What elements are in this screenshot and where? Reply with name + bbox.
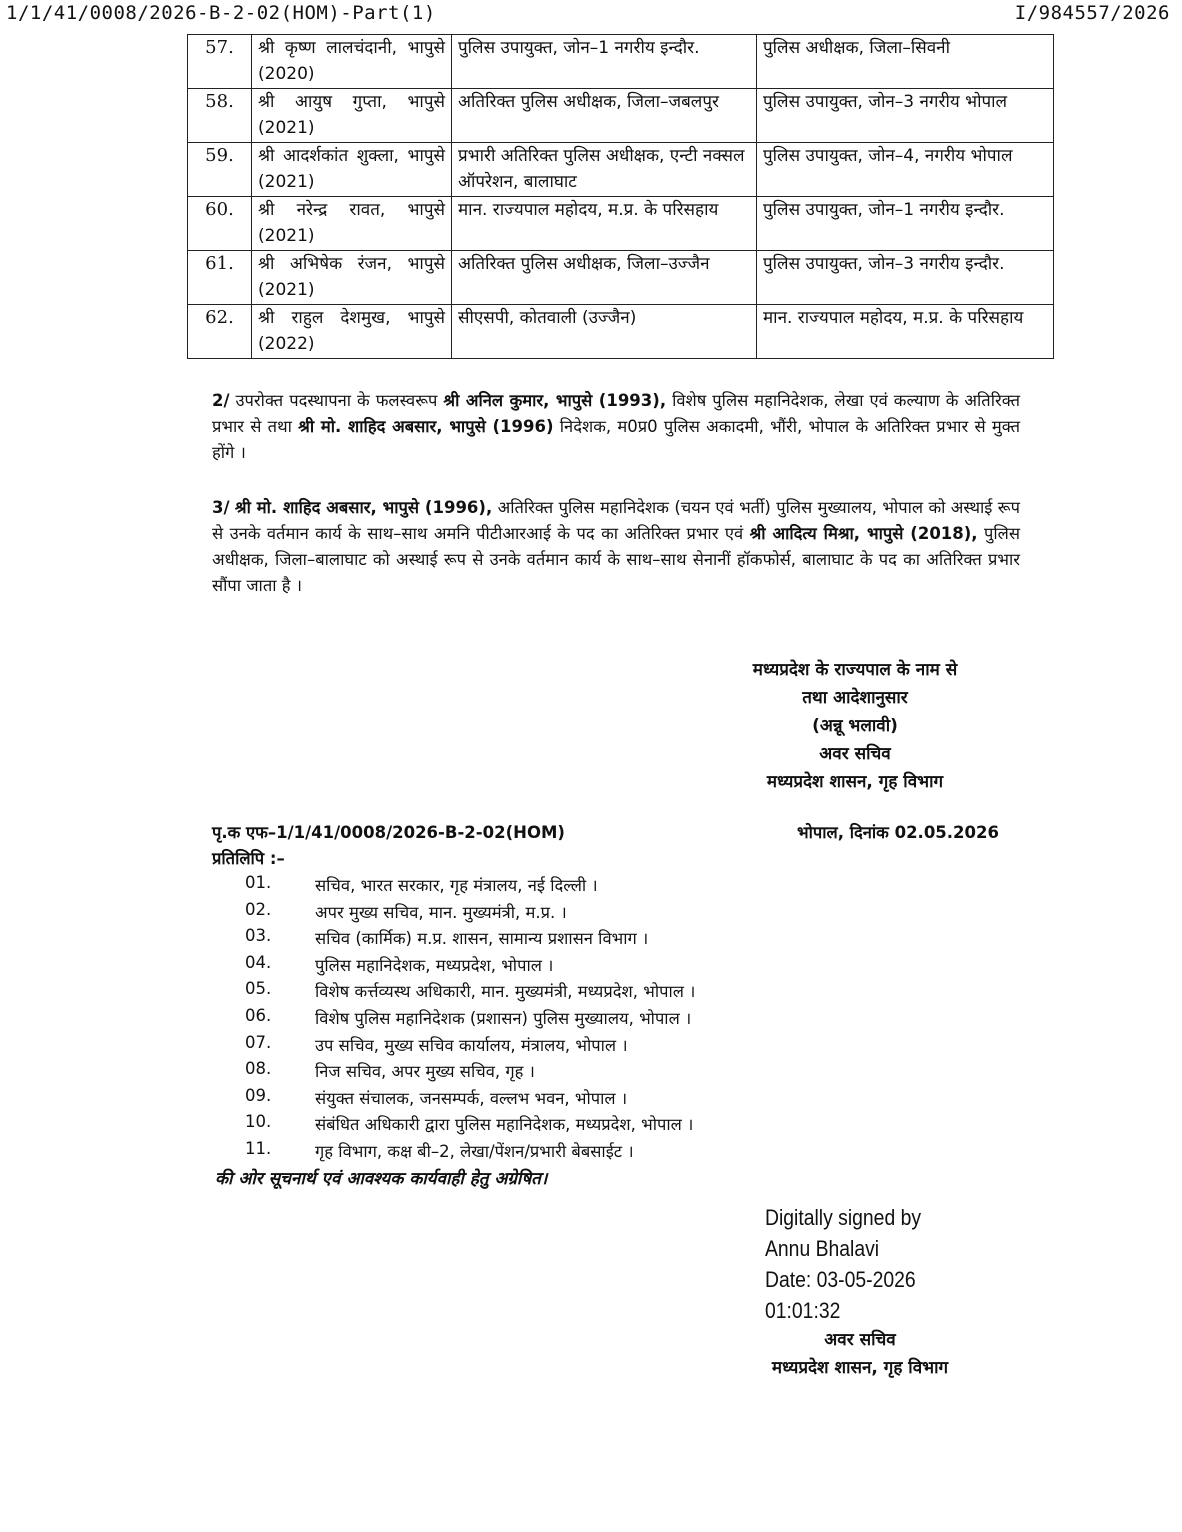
table-row [188, 89, 1054, 143]
digital-signature-date: Date: 03-05-2026 [765, 1267, 916, 1292]
serial-number-cell: 57. [188, 35, 252, 89]
officer-name-cell: श्री नरेन्द्र रावत, भापुसे (2021) [252, 197, 452, 251]
list-item [245, 1006, 1045, 1033]
file-number-header: 1/1/41/0008/2026-B-2-02(HOM)-Part(1) [6, 2, 436, 24]
paragraph-3 [212, 495, 1020, 599]
signatory-department: मध्यप्रदेश शासन, गृह विभाग [771, 1358, 949, 1378]
list-number: 02. [245, 899, 272, 919]
list-text: संबंधित अधिकारी द्वारा पुलिस महानिदेशक, मध्यप्रदेश, भोपाल । [315, 1115, 694, 1135]
serial-number-cell: 58. [188, 89, 252, 143]
list-item [245, 1086, 1045, 1113]
list-text: संयुक्त संचालक, जनसम्पर्क, वल्लभ भवन, भोपाल । [315, 1088, 628, 1108]
officer-name-cell: श्री अभिषेक रंजन, भापुसे (2021) [252, 251, 452, 305]
signature-block [690, 656, 1020, 796]
list-number: 08. [245, 1059, 272, 1079]
signatory-department: मध्यप्रदेश शासन, गृह विभाग [766, 772, 944, 792]
paragraph-text: अतिरिक्त पुलिस महानिदेशक (चयन एवं भर्ती) पुलिस मुख्यालय, भोपाल को अस्थाई रूप से उनके वर्तमान कार्य के साथ–साथ अमनि पीटीआरआई के पद का अतिरिक्त प्रभार एवं [212, 498, 1020, 543]
list-number: 11. [245, 1138, 272, 1158]
new-post-cell: पुलिस उपायुक्त, जोन–3 नगरीय इन्दौर. [757, 251, 1054, 305]
place-and-date: भोपाल, दिनांक 02.05.2026 [797, 823, 999, 842]
current-post-cell: मान. राज्यपाल महोदय, म.प्र. के परिसहाय [452, 197, 757, 251]
list-item [245, 873, 1045, 900]
current-post-cell: प्रभारी अतिरिक्त पुलिस अधीक्षक, एन्टी नक्सल ऑपरेशन, बालाघाट [452, 143, 757, 197]
digital-signature-line: Digitally signed by [765, 1205, 922, 1230]
copy-heading: प्रतिलिपि :– [212, 849, 285, 868]
paragraph-text: उपरोक्त पदस्थापना के फलस्वरूप [229, 391, 444, 410]
signatory-designation: अवर सचिव [819, 744, 891, 764]
list-item [245, 953, 1045, 980]
paragraph-text: विशेष पुलिस महानिदेशक, लेखा एवं कल्याण के अतिरिक्त प्रभार से तथा [212, 391, 1020, 436]
officer-name-bold: श्री मो. शाहिद अबसार, भापुसे (1996), [234, 498, 493, 517]
receipt-number-header: I/984557/2026 [1014, 2, 1170, 24]
paragraph-number: 2/ [212, 391, 230, 410]
list-item [245, 979, 1045, 1006]
list-item [245, 1112, 1045, 1139]
current-post-cell: सीएसपी, कोतवाली (उज्जैन) [452, 305, 757, 359]
list-text: विशेष पुलिस महानिदेशक (प्रशासन) पुलिस मुख्यालय, भोपाल । [315, 1008, 692, 1028]
list-text: विशेष कर्त्तव्यस्थ अधिकारी, मान. मुख्यमंत्री, मध्यप्रदेश, भोपाल । [315, 982, 696, 1002]
officer-name-bold: श्री आदित्य मिश्रा, भापुसे (2018), [749, 524, 978, 543]
table-row [188, 305, 1054, 359]
table-row [188, 251, 1054, 305]
list-item [245, 1139, 1045, 1166]
list-number: 09. [245, 1085, 272, 1105]
paragraph-text: पुलिस अधीक्षक, जिला–बालाघाट को अस्थाई रूप से उनके वर्तमान कार्य के साथ–साथ सेनानीं हॉकफोर्स, बालाघाट के पद का अतिरिक्त प्रभार सौंपा जाता है । [212, 524, 1020, 595]
list-item [245, 900, 1045, 927]
list-number: 04. [245, 952, 272, 972]
list-text: अपर मुख्य सचिव, मान. मुख्यमंत्री, म.प्र. । [315, 902, 567, 922]
signature-line: मध्यप्रदेश के राज्यपाल के नाम से [752, 660, 958, 680]
list-item [245, 1033, 1045, 1060]
signature-line: तथा आदेशानुसार [802, 688, 908, 708]
list-text: उप सचिव, मुख्य सचिव कार्यालय, मंत्रालय, भोपाल । [315, 1035, 628, 1055]
table-row [188, 197, 1054, 251]
list-number: 05. [245, 979, 272, 999]
list-number: 01. [245, 873, 272, 892]
list-number: 07. [245, 1032, 272, 1052]
new-post-cell: पुलिस उपायुक्त, जोन–4, नगरीय भोपाल [757, 143, 1054, 197]
forwarding-note: की ओर सूचनार्थ एवं आवश्यक कार्यवाही हेतु अग्रेषित। [215, 1169, 548, 1189]
posting-table [187, 34, 1054, 359]
list-number: 03. [245, 926, 272, 946]
officer-name-bold: श्री अनिल कुमार, भापुसे (1993), [443, 391, 667, 410]
list-item [245, 1059, 1045, 1086]
list-text: गृह विभाग, कक्ष बी–2, लेखा/पेंशन/प्रभारी बेबसाईट । [315, 1141, 634, 1161]
officer-name-cell: श्री आदर्शकांत शुक्ला, भापुसे (2021) [252, 143, 452, 197]
officer-name-cell: श्री कृष्ण लालचंदानी, भापुसे (2020) [252, 35, 452, 89]
officer-name-bold: श्री मो. शाहिद अबसार, भापुसे (1996) [298, 417, 554, 436]
current-post-cell: पुलिस उपायुक्त, जोन–1 नगरीय इन्दौर. [452, 35, 757, 89]
serial-number-cell: 62. [188, 305, 252, 359]
list-number: 06. [245, 1005, 272, 1025]
digital-signature-time: 01:01:32 [765, 1298, 841, 1323]
signatory-designation: अवर सचिव [824, 1330, 896, 1350]
serial-number-cell: 60. [188, 197, 252, 251]
serial-number-cell: 59. [188, 143, 252, 197]
table-row [188, 143, 1054, 197]
new-post-cell: पुलिस उपायुक्त, जोन–1 नगरीय इन्दौर. [757, 197, 1054, 251]
new-post-cell: मान. राज्यपाल महोदय, म.प्र. के परिसहाय [757, 305, 1054, 359]
closing-signature [700, 1326, 1020, 1382]
signatory-name: (अन्नू भलावी) [812, 716, 898, 736]
list-text: निज सचिव, अपर मुख्य सचिव, गृह । [315, 1062, 535, 1082]
serial-number-cell: 61. [188, 251, 252, 305]
reference-number: पृ.क एफ–1/1/41/0008/2026-B-2-02(HOM) [212, 823, 565, 842]
list-text: सचिव (कार्मिक) म.प्र. शासन, सामान्य प्रशासन विभाग । [315, 929, 649, 949]
copy-list [245, 873, 1045, 1166]
current-post-cell: अतिरिक्त पुलिस अधीक्षक, जिला–जबलपुर [452, 89, 757, 143]
list-number: 10. [245, 1112, 272, 1132]
table-row [188, 35, 1054, 89]
new-post-cell: पुलिस उपायुक्त, जोन–3 नगरीय भोपाल [757, 89, 1054, 143]
paragraph-number: 3/ [212, 498, 230, 517]
list-item [245, 926, 1045, 953]
new-post-cell: पुलिस अधीक्षक, जिला–सिवनी [757, 35, 1054, 89]
paragraph-text: निदेशक, म0प्र0 पुलिस अकादमी, भौंरी, भोपाल के अतिरिक्त प्रभार से मुक्त होंगे । [212, 417, 1020, 462]
current-post-cell: अतिरिक्त पुलिस अधीक्षक, जिला–उज्जैन [452, 251, 757, 305]
list-text: पुलिस महानिदेशक, मध्यप्रदेश, भोपाल । [315, 955, 554, 975]
officer-name-cell: श्री राहुल देशमुख, भापुसे (2022) [252, 305, 452, 359]
digital-signature-stamp [765, 1202, 921, 1326]
paragraph-2 [212, 388, 1020, 466]
digital-signature-name: Annu Bhalavi [765, 1236, 880, 1261]
list-text: सचिव, भारत सरकार, गृह मंत्रालय, नई दिल्ली । [315, 876, 598, 895]
officer-name-cell: श्री आयुष गुप्ता, भापुसे (2021) [252, 89, 452, 143]
